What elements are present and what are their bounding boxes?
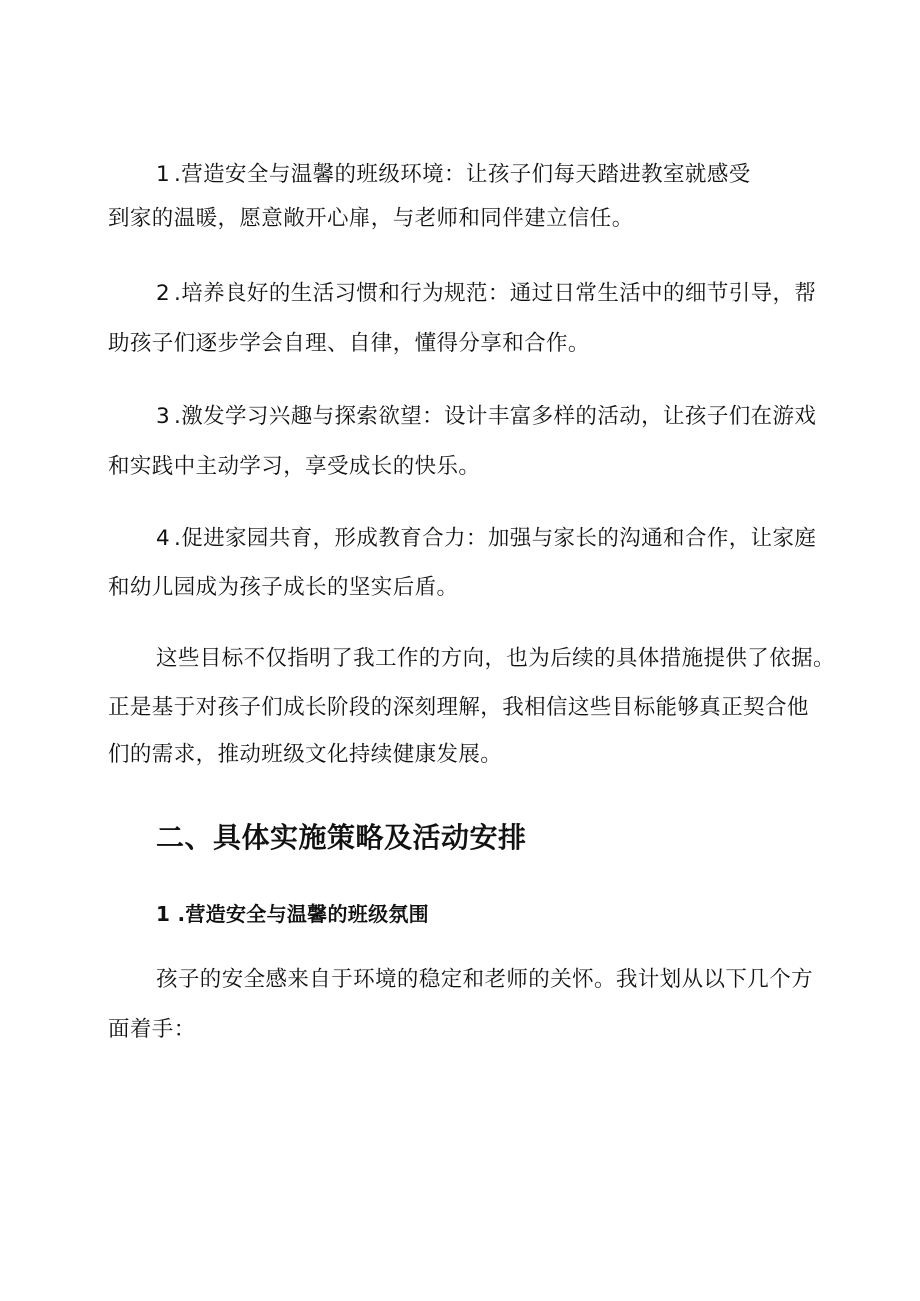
summary-line-3: 们的需求，推动班级文化持续健康发展。 [108, 742, 503, 767]
goal-2-number: 2 [156, 281, 171, 306]
summary-line-2: 正是基于对孩子们成长阶段的深刻理解，我相信这些目标能够真正契合他 [108, 695, 809, 720]
goal-4-number: 4 [156, 526, 171, 551]
goal-3-text: .激发学习兴趣与探索欲望：设计丰富多样的活动，让孩子们在游戏 [174, 404, 817, 429]
goal-1-text: .营造安全与温馨的班级环境：让孩子们每天踏进教室就感受 [174, 162, 751, 187]
goal-1-line-2: 到家的温暖，愿意敞开心扉，与老师和同伴建立信任。 [108, 206, 634, 231]
goal-2-line-2: 助孩子们逐步学会自理、自律，懂得分享和合作。 [108, 331, 590, 356]
goal-3-line-1 [156, 404, 816, 430]
goal-4-text: .促进家园共育，形成教育合力：加强与家长的沟通和合作，让家庭 [174, 526, 817, 551]
section-heading: 二、具体实施策略及活动安排 [156, 821, 527, 854]
goal-4-line-2: 和幼儿园成为孩子成长的坚实后盾。 [108, 575, 459, 600]
goal-3-number: 3 [156, 404, 171, 429]
goal-2-text: .培养良好的生活习惯和行为规范：通过日常生活中的细节引导，帮 [174, 281, 817, 306]
goal-2-line-1 [156, 281, 816, 307]
subsection-heading: 1 .营造安全与温馨的班级氛围 [156, 902, 429, 926]
goal-1-number: 1 [156, 162, 171, 187]
goal-4-line-1 [156, 526, 816, 552]
section-paragraph-line-2: 面着手： [108, 1017, 196, 1042]
goal-1-line-1 [156, 162, 751, 188]
summary-line-1: 这些目标不仅指明了我工作的方向，也为后续的具体措施提供了依据。 [156, 646, 835, 671]
section-paragraph-line-1: 孩子的安全感来自于环境的稳定和老师的关怀。我计划从以下几个方 [156, 967, 814, 992]
goal-3-line-2: 和实践中主动学习，享受成长的快乐。 [108, 454, 481, 479]
